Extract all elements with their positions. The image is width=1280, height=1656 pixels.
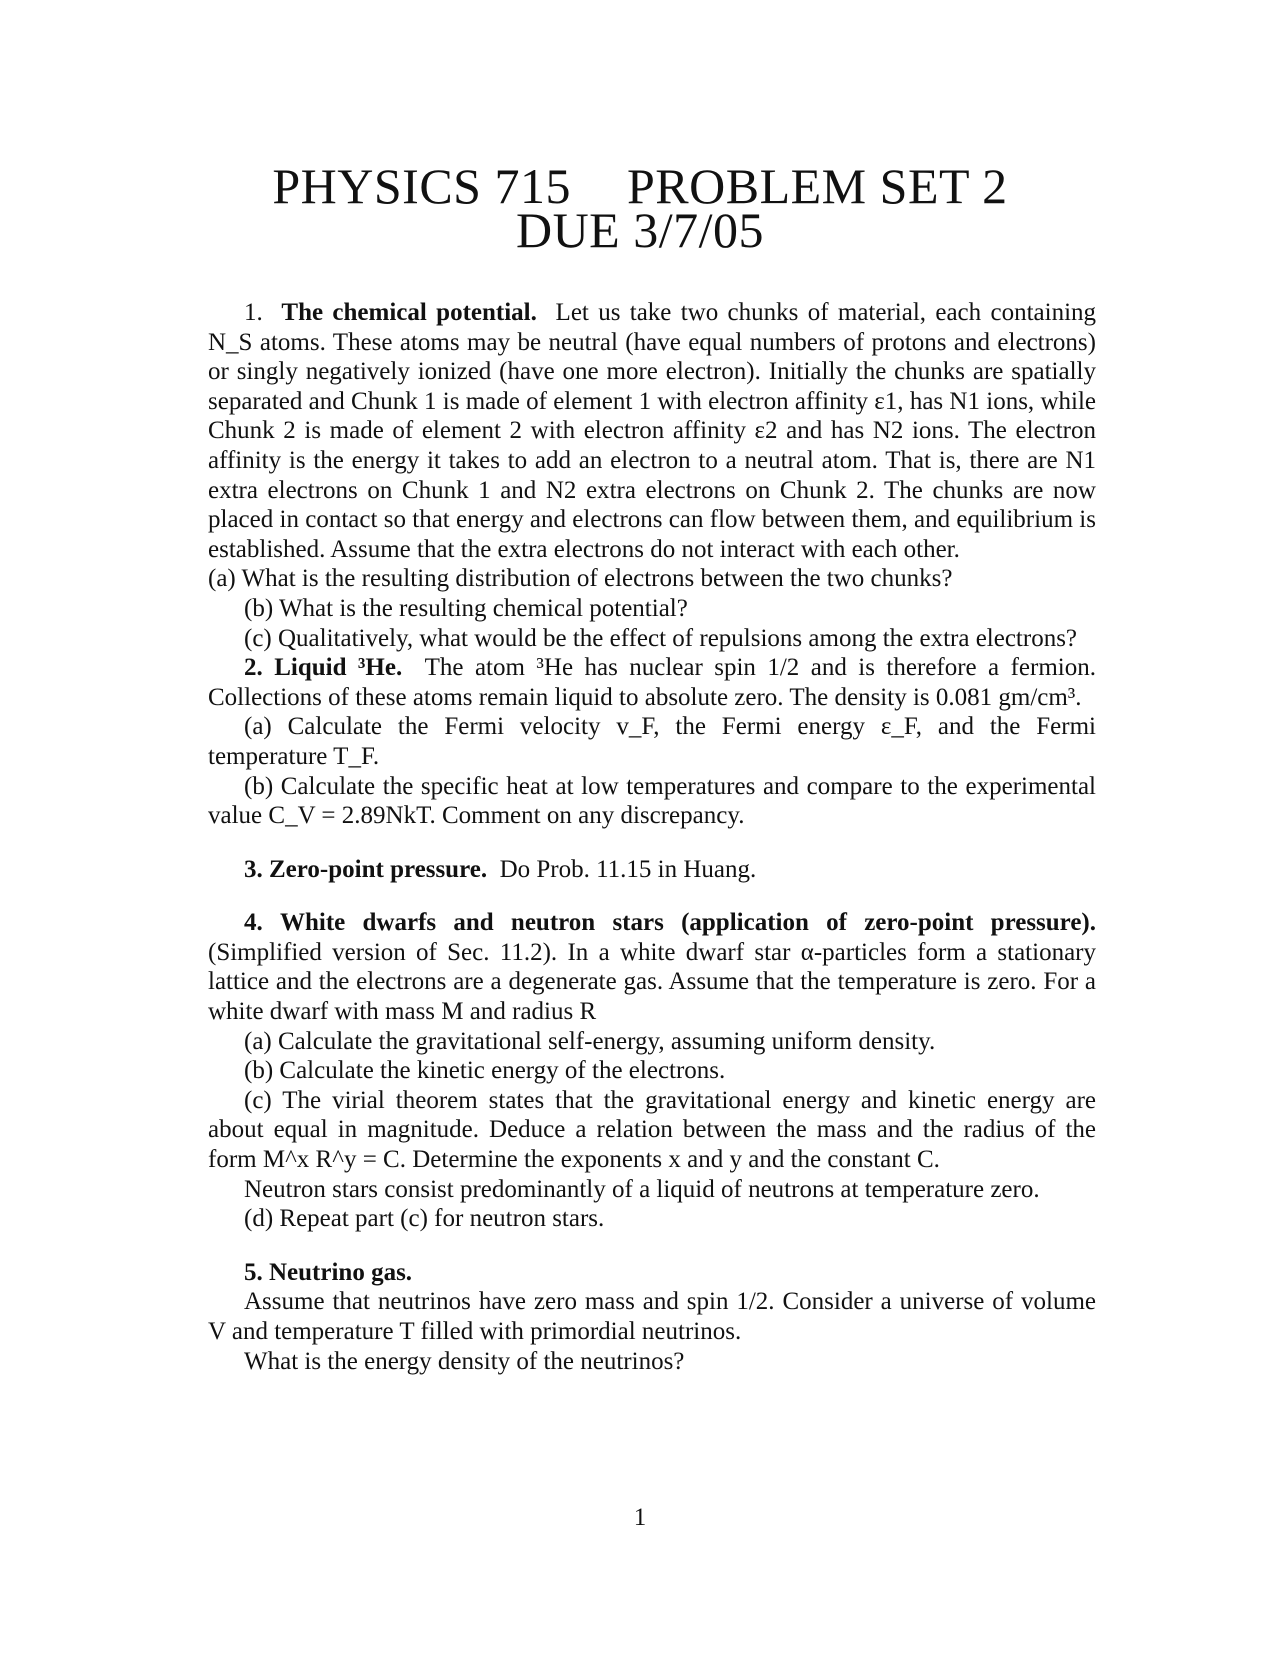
due-date: DUE 3/7/05 xyxy=(515,202,765,258)
problem-5-text: Assume that neutrinos have zero mass and spin 1/2. Consider a universe of volume V and temperature T filled with primordial neutrinos. xyxy=(208,1288,1096,1345)
problem-3 xyxy=(208,855,1096,885)
problem-2-part-a: (a) Calculate the Fermi velocity v_F, the Fermi energy ε_F, and the Fermi temperature T_F. xyxy=(208,713,1096,770)
problem-5-question: What is the energy density of the neutrinos? xyxy=(244,1347,685,1375)
problem-4-title: White dwarfs and neutron stars (application of zero-point pressure). xyxy=(280,909,1096,937)
problem-4-part-a: (a) Calculate the gravitational self-energy, assuming uniform density. xyxy=(244,1027,936,1055)
problem-2-part-b: (b) Calculate the specific heat at low temperatures and compare to the experimental value C_V = 2.89NkT. Comment on any discrepancy. xyxy=(208,772,1096,830)
problem-2 xyxy=(208,653,1096,712)
problem-5-title: Neutrino gas. xyxy=(269,1258,413,1286)
problem-3-title: Zero-point pressure. xyxy=(269,855,488,883)
problem-4 xyxy=(208,908,1096,1026)
problem-5 xyxy=(208,1258,1096,1288)
problem-2-title: Liquid ³He. xyxy=(274,654,403,682)
page-number: 1 xyxy=(633,1504,647,1531)
problem-3-number: 3. xyxy=(244,855,263,883)
problem-1-part-c: (c) Qualitatively, what would be the effect of repulsions among the extra electrons? xyxy=(244,624,1078,652)
problem-2-text: The atom ³He has nuclear spin 1/2 and is therefore a fermion. Collections of these atoms remain liquid to absolute zero. The density is 0.081 gm/cm³. xyxy=(208,654,1096,711)
course-title: PHYSICS 715 xyxy=(272,158,571,214)
problem-1-title: The chemical potential. xyxy=(281,299,537,326)
problem-4-part-d: (d) Repeat part (c) for neutron stars. xyxy=(244,1205,605,1233)
problem-3-text: Do Prob. 11.15 in Huang. xyxy=(499,855,757,883)
problem-1-part-a: (a) What is the resulting distribution of electrons between the two chunks? xyxy=(208,565,953,593)
problem-4-neutron-note: Neutron stars consist predominantly of a liquid of neutrons at temperature zero. xyxy=(244,1175,1040,1203)
problem-set-title: PROBLEM SET 2 xyxy=(626,158,1008,214)
problem-4-part-c: (c) The virial theorem states that the gravitational energy and kinetic energy are about equal in magnitude. Deduce a relation between the mass and the radius of the form M^x R^y = C. Determine the exponents x and y and the constant C. xyxy=(208,1086,1096,1174)
problem-4-number: 4. xyxy=(244,909,263,937)
problem-4-part-b: (b) Calculate the kinetic energy of the electrons. xyxy=(244,1057,726,1085)
problem-1-text: Let us take two chunks of material, each containing N_S atoms. These atoms may be neutral (have equal numbers of protons and electrons) or singly negatively ionized (have one more electron). Initially the chunks are spatially separated and Chunk 1 is made of element 1 with electron affinity ε1, has N1 ions, while Chunk 2 is made of element 2 with electron affinity ε2 and has N2 ions. The electron affinity is the energy it takes to add an electron to a neutral atom. That is, there are N1 extra electrons on Chunk 1 and N2 extra electrons on Chunk 2. The chunks are now placed in contact so that energy and electrons can flow between them, and equilibrium is established. Assume that the extra electrons do not interact with each other. xyxy=(208,299,1097,563)
problem-4-text: (Simplified version of Sec. 11.2). In a white dwarf star α-particles form a stationary lattice and the electrons are a degenerate gas. Assume that the temperature is zero. For a white dwarf with mass M and radius R xyxy=(208,938,1096,1026)
problem-2-number: 2. xyxy=(244,654,263,682)
problem-1-number: 1. xyxy=(244,299,263,326)
problem-5-number: 5. xyxy=(244,1258,263,1286)
problem-1-part-b: (b) What is the resulting chemical potential? xyxy=(244,594,688,622)
document-body xyxy=(208,298,1096,1376)
problem-1 xyxy=(208,298,1096,564)
